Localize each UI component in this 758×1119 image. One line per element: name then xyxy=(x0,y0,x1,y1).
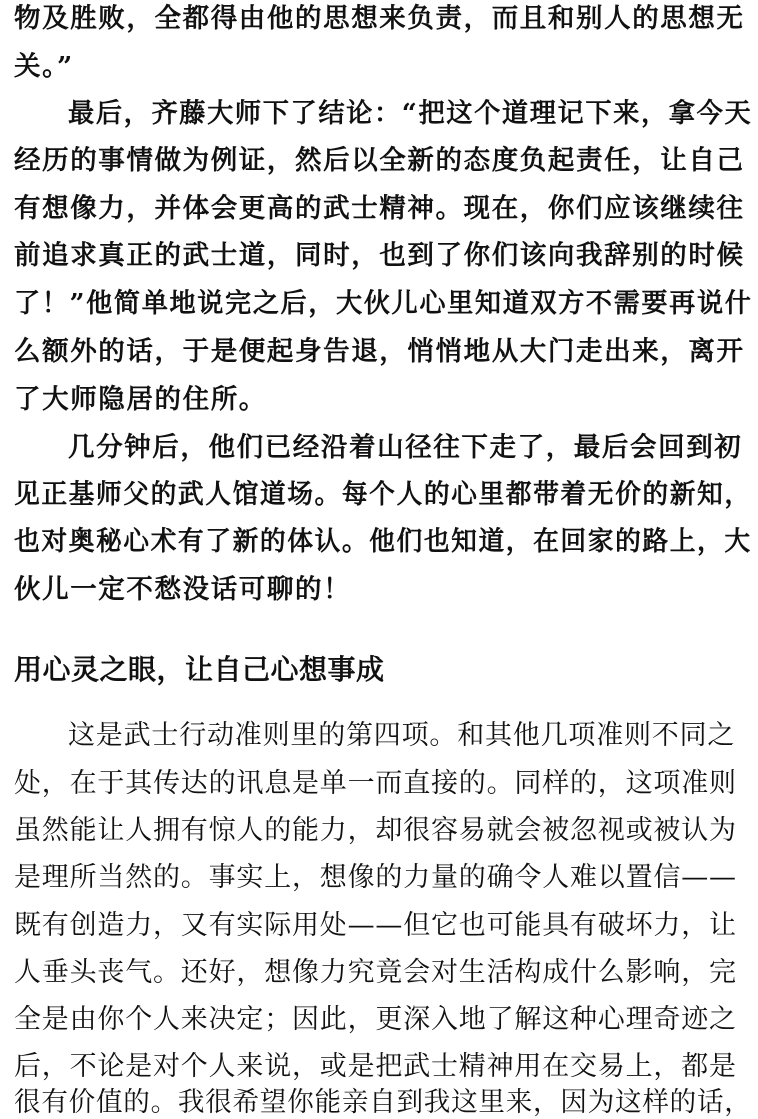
text-line: 后，不论是对个人来说，或是把武士精神用在交易上，都是 xyxy=(14,1051,737,1082)
text-line: 虽然能让人拥有惊人的能力，却很容易就会被忽视或被认为 xyxy=(14,815,737,846)
section-heading: 用心灵之眼，让自己心想事成 xyxy=(14,653,385,686)
text-line: 处，在于其传达的讯息是单一而直接的。同样的，这项准则 xyxy=(14,768,737,799)
text-line: 是理所当然的。事实上，想像的力量的确令人难以置信—— xyxy=(14,862,737,893)
text-line: 了！”他简单地说完之后，大伙儿心里知道双方不需要再说什 xyxy=(14,288,753,319)
text-line: 人垂头丧气。还好，想像力究竟会对生活构成什么影响，完 xyxy=(14,957,737,988)
text-line: 见正基师父的武人馆道场。每个人的心里都带着无价的新知， xyxy=(14,479,752,510)
text-line: 很有价值的。我很希望你能亲自到我这里来，因为这样的话， xyxy=(14,1087,752,1118)
text-line: 伙儿一定不愁没话可聊的！ xyxy=(14,574,352,605)
text-line: 这是武士行动准则里的第四项。和其他几项准则不同之 xyxy=(68,720,736,751)
text-line: 关。” xyxy=(14,51,74,82)
text-line: 了大师隐居的住所。 xyxy=(14,384,267,415)
text-line: 几分钟后，他们已经沿着山径往下走了，最后会回到初 xyxy=(68,432,743,463)
text-line: 既有创造力，又有实际用处——但它也可能具有破坏力，让 xyxy=(14,910,737,941)
text-line: 全是由你个人来决定；因此，更深入地了解这种心理奇迹之 xyxy=(14,1004,737,1035)
text-line: 有想像力，并体会更高的武士精神。现在，你们应该继续往 xyxy=(14,193,745,224)
text-line: 最后，齐藤大师下了结论：“把这个道理记下来，拿今天 xyxy=(68,98,753,129)
text-line: 经历的事情做为例证，然后以全新的态度负起责任，让自己 xyxy=(14,145,745,176)
text-line: 前追求真正的武士道，同时，也到了你们该向我辞别的时候 xyxy=(14,240,745,271)
text-line: 物及胜败，全都得由他的思想来负责，而且和别人的思想无 xyxy=(14,3,745,34)
text-line: 么额外的话，于是便起身告退，悄悄地从大门走出来，离开 xyxy=(14,336,745,367)
text-line: 也对奥秘心术有了新的体认。他们也知道，在回家的路上，大 xyxy=(14,526,752,557)
